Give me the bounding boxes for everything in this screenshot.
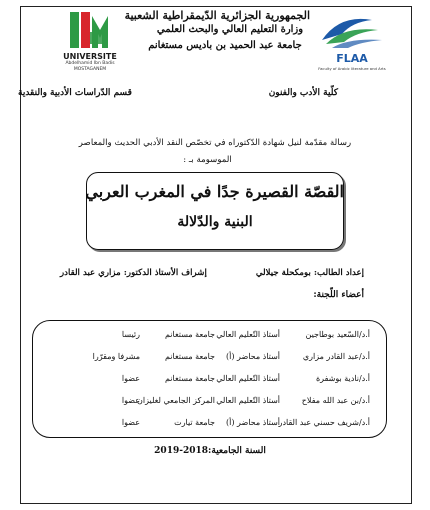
thesis-statement: رسالة مقدّمة لنيل شهادة الدّكتوراه في تخصّص النقد الأدبي الحديث والمعاصر bbox=[78, 138, 352, 148]
member-role: عضوا bbox=[121, 374, 140, 383]
titled-label: الموسومة بـ : bbox=[183, 155, 232, 165]
university-title: جامعة عبد الحميد بن باديس مستغانم bbox=[148, 40, 302, 51]
member-rank: أستاذ محاضر (أ) bbox=[226, 352, 280, 361]
student-name: إعداد الطالب: بومكحلة جيلالي bbox=[255, 268, 364, 278]
republic-title: الجمهورية الجزائرية الدّيمقراطية الشعبية bbox=[124, 9, 310, 22]
faculty-logo-name: FLAA bbox=[336, 52, 368, 65]
member-name: أ.د/السّعيد بوطاجين bbox=[305, 330, 370, 339]
university-emblem-icon bbox=[50, 10, 130, 54]
university-logo-sub2: MOSTAGANEM bbox=[73, 67, 107, 72]
member-name: أ.د/نادية بوشفرة bbox=[315, 374, 370, 383]
university-logo-sub1: Abdelhamid Ibn Badis bbox=[65, 61, 115, 66]
university-logo bbox=[50, 10, 130, 76]
faculty-logo-sub: Faculty of Arabic literature and Arts bbox=[318, 66, 386, 71]
member-institution: جامعة مستغانم bbox=[164, 330, 215, 339]
member-rank: أستاذ التّعليم العالي bbox=[216, 374, 280, 383]
member-role: مشرفا ومقرّرا bbox=[92, 352, 140, 361]
faculty-label: كلّية الأدب والفنون bbox=[268, 88, 338, 98]
member-name: أ.د/شريف حسني عبد القادر bbox=[278, 418, 370, 427]
thesis-title-line1: القصّة القصيرة جدًا في المغرب العربي bbox=[85, 182, 344, 201]
member-institution: المركز الجامعي لغليزان bbox=[137, 396, 215, 405]
member-institution: جامعة تيارت bbox=[174, 418, 215, 427]
member-role: عضوا bbox=[121, 396, 140, 405]
member-name: أ.د/عبد القادر مزاري bbox=[302, 352, 370, 361]
ministry-title: وزارة التعليم العالي والبحث العلمي bbox=[156, 24, 304, 35]
member-institution: جامعة مستغانم bbox=[164, 374, 215, 383]
member-role: رئيسا bbox=[121, 330, 140, 339]
member-rank: أستاذ التّعليم العالي bbox=[216, 330, 280, 339]
supervisor-name: إشراف الأستاذ الدكتور: مزاري عبد القادر bbox=[60, 268, 207, 278]
member-institution: جامعة مستغانم bbox=[164, 352, 215, 361]
member-rank: أستاذ التّعليم العالي bbox=[216, 396, 280, 405]
committee-title: أعضاء اللّجنة: bbox=[313, 290, 364, 300]
member-name: أ.د/بن عبد الله مفلاح bbox=[301, 396, 370, 405]
department-label: قسم الدّراسات الأدبية والنقدية bbox=[18, 88, 132, 98]
member-rank: أستاذ محاضر (أ) bbox=[226, 418, 280, 427]
university-logo-name: UNIVERSITE bbox=[63, 52, 117, 61]
member-role: عضوا bbox=[121, 418, 140, 427]
academic-year: السنة الجامعية:2018-2019 bbox=[154, 446, 266, 456]
thesis-title-line2: البنية والدّلالة bbox=[177, 214, 253, 230]
